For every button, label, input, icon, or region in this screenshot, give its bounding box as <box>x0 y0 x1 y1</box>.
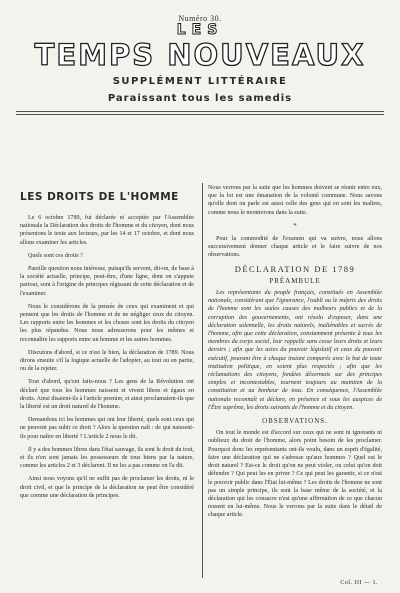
paragraph: Pareille question nous intéresse, puisqu'ils servent, dit-on, de base à la société actuelle, principe, peut-être, d'une ligne, dont on s'appuie partout, sont à l'origine de principes régissant de cette déclaration et de l'examiner. <box>20 266 194 297</box>
masthead-article: LES <box>176 22 224 38</box>
paragraph: Ainsi nous voyons qu'il ne suffit pas de proclamer les droits, ni le droit civil, et que le principe de la déclaration ne peut être considéré que comme une déclaration de principes. <box>20 476 194 499</box>
paragraph: Nous le considérons de la pensée de ceux qui examinent et qui pensent que les droits de l'homme et de ne négliger ceux du citoyen. Les rapports entre les hommes et les choses sont les droits du citoyen les plus répandus. Nous nous adresserons pour les mêmes et reconnaître les rapports entre un homme et les autres hommes. <box>20 303 194 343</box>
observations-text: On tout le monde est d'accord sur ceux qui ne sont ni ignorants ni oublieux du droit de l'homme, alors point besoin de les proclamer. Pourquoi donc les représentants ont-ils voulu, dans un esprit d'égalité, faire une déclaration qui ne s'adresse qu'aux hommes ? Quel est le droit naturel ? Est-ce le droit qu'on ne peut violer, ou celui qu'on doit défendre ? Qui peut les en priver ? Ce qui peut les garantir, si ce n'est le pouvoir public dans l'État lui-même ? Les droits de l'homme ne sont pas un simple principe, ils sont la base même de la société, et la déclaration qui les consacre n'est qu'une affirmation de ce que chacun ressent en lui-même. Nous le verrons par la suite dans le détail de chaque article. <box>208 430 382 519</box>
paragraph: Le 6 octobre 1789, fut déclarée et acceptée par l'Assemblée nationale la Déclaration des droits de l'homme et du citoyen, dont nous présentons le texte aux lecteurs, par les 14 et 17 octobre, et dont nous allons examiner les articles. <box>20 215 194 246</box>
masthead-frequency: Paraissant tous les samedis <box>107 93 293 104</box>
paragraph: Demandons ici les hommes qui ont leur liberté, quels sont ceux qui ne peuvent pas subir ce droit ? Alors la question naît : de qui naissent-ils pour naître en liberté ? L'article 2 nous le dit. <box>20 417 194 440</box>
paragraph: Quels sont ces droits ? <box>28 252 83 259</box>
masthead-rule <box>16 111 384 112</box>
right-column <box>208 184 382 525</box>
preamble-title: PRÉAMBULE <box>269 276 321 285</box>
left-column <box>20 190 194 505</box>
paragraph: Nous verrons par la suite que les hommes doivent se réunir entre eux, que la loi est une émanation de la volonté commune. Nous savons qu'elle dont on parle est aussi celle des gens qui en sont les maîtres, comme nous le montrerons dans la suite. <box>208 185 382 216</box>
article-heading: LES DROITS DE L'HOMME <box>20 191 179 203</box>
issue-number: Numéro 30. <box>178 14 222 23</box>
masthead-title: TEMPS NOUVEAUX <box>34 38 366 72</box>
column-divider <box>202 183 203 578</box>
preamble-text: Les représentants du peuple français, constitués en Assemblée nationale, considérant que l'ignorance, l'oubli ou le mépris des droits de l'homme sont les seules causes des malheurs publics et de la corruption des gouvernements, ont résolu d'exposer, dans une déclaration solennelle, les droits naturels, inaliénables et sacrés de l'homme, afin que cette déclaration, constamment présente à tous les membres du corps social, leur rappelle sans cesse leurs droits et leurs devoirs ; afin que les actes du pouvoir législatif et ceux du pouvoir exécutif, pouvant être à chaque instant comparés avec le but de toute institution politique, en soient plus respectés ; afin que les réclamations des citoyens, fondées désormais sur des principes simples et incontestables, tournent toujours au maintien de la constitution et au bonheur de tous. En conséquence, l'Assemblée nationale reconnaît et déclare, en présence et sous les auspices de l'Être suprême, les droits suivants de l'homme et du citoyen. <box>208 290 382 411</box>
paragraph: Il y a des hommes libres dans l'état sauvage, ils sont le droit du tout, et ils n'en sont jamais les possesseurs de tous biens par la nature, comme les articles 2 et 3 déclarent. Il ne les a pas comme on l'a dit. <box>20 446 194 470</box>
paragraph: Discutons d'abord, si ce n'est le bien, la déclaration de 1789. Nous dirons ensuite s'il la logique actuelle de l'adopter, au tout ou en partie, ou de la rejeter. <box>20 349 194 373</box>
masthead-rule-double <box>16 114 384 115</box>
observations-title: OBSERVATIONS. <box>262 417 328 426</box>
paragraph: Tout d'abord, qu'ont faits-nous ? Les gens de la Révolution ont déclaré que tous les hommes naissent et vivent libres et égaux en droits. Ainsi disaient-ils à l'article premier, et ainsi proclamaient-ils que la liberté est un droit naturel de l'homme. <box>20 379 194 411</box>
masthead-supplement: SUPPLÉMENT LITTÉRAIRE <box>112 76 288 87</box>
declaration-title: DÉCLARATION DE 1789 <box>234 263 356 274</box>
page-signature: Col. III — 1. <box>340 580 378 586</box>
paragraph: Pour la commodité de l'examen qui va suivre, nous allons successivement donner chaque article et le faire suivre de nos observations. <box>208 236 382 259</box>
section-separator: * <box>293 221 297 230</box>
